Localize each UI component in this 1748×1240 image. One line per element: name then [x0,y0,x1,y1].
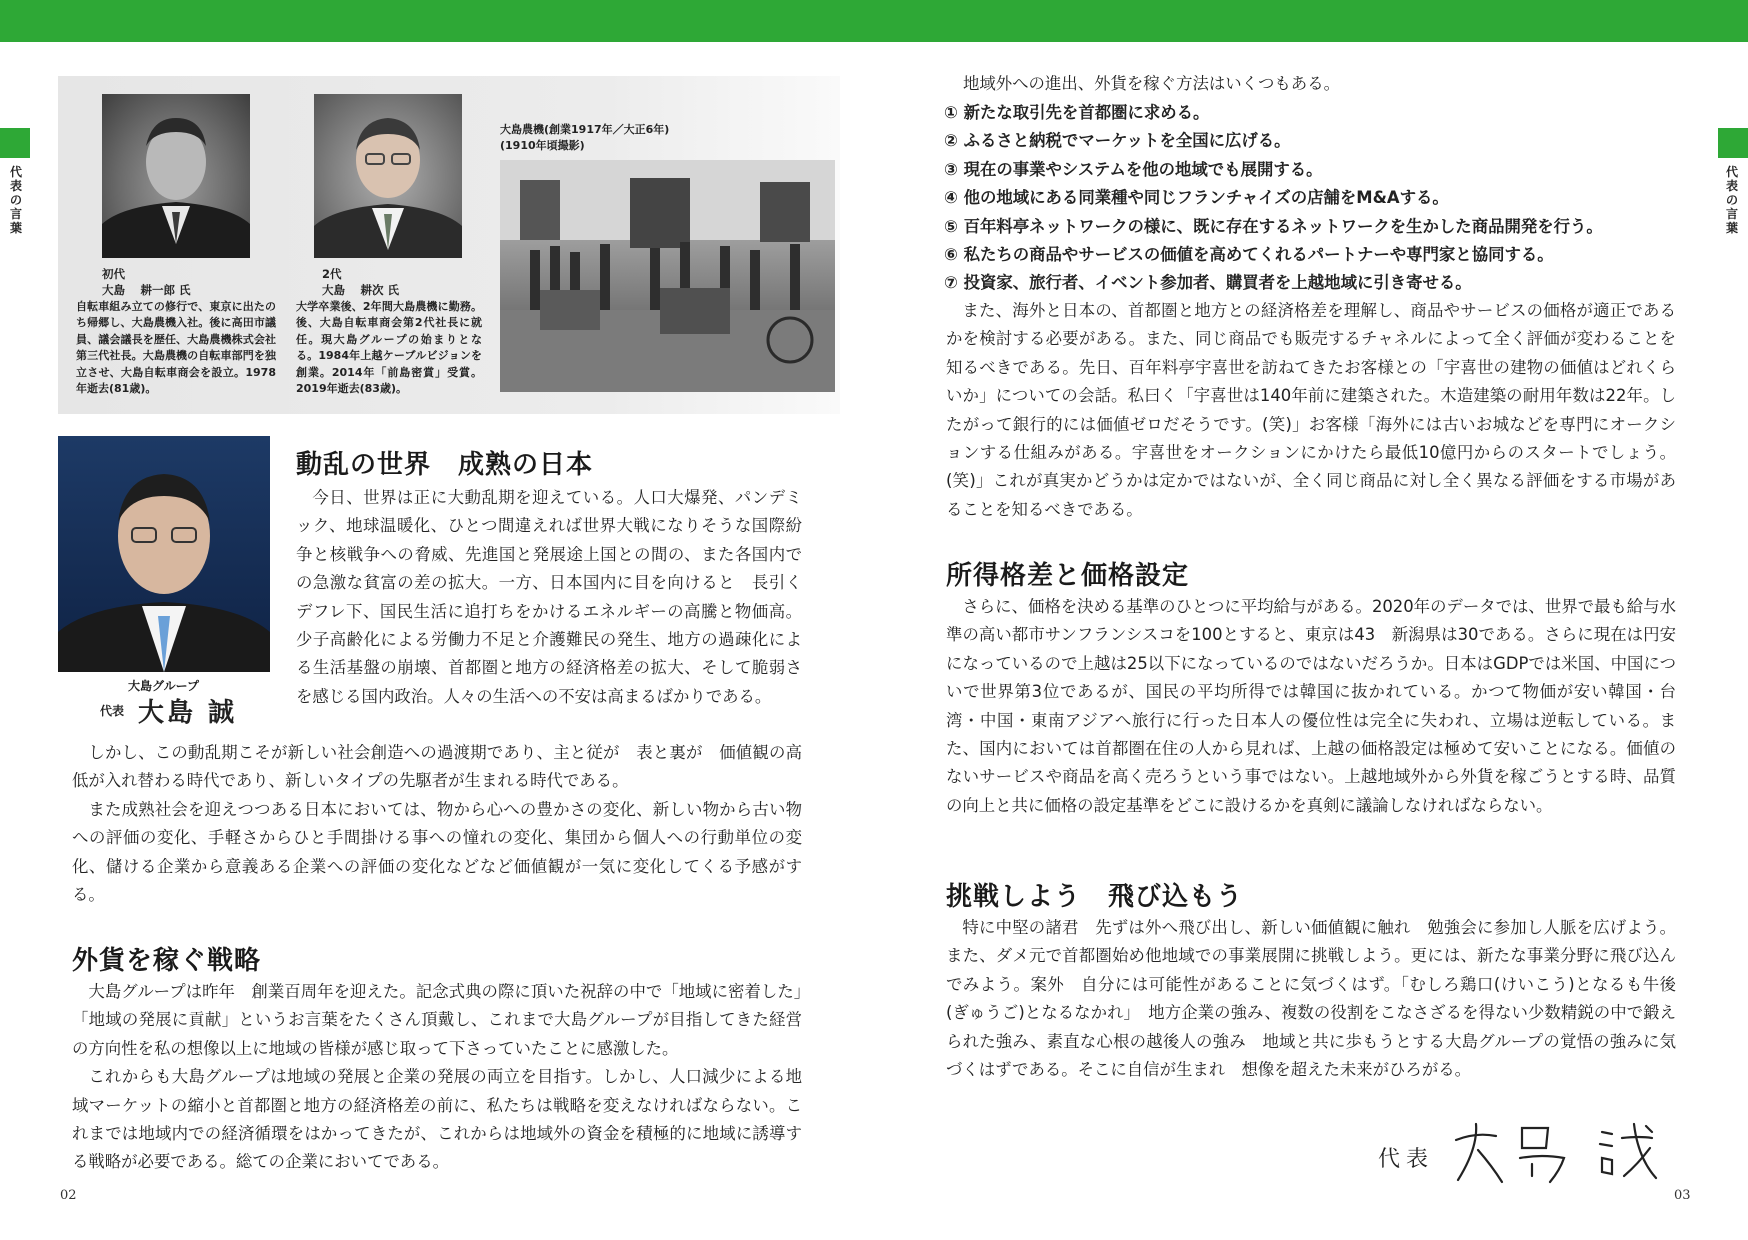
section-heading-challenge: 挑戦しよう 飛び込もう [946,882,1244,912]
representative-group: 大島グループ [128,679,200,693]
representative-portrait [58,436,270,672]
section1-paragraph1-text: 今日、世界は正に大動乱期を迎えている。人口大爆発、パンデミック、地球温暖化、ひとつ間違えれば世界大戦になりそうな国際紛争と核戦争への脅威、先進国と発展途上国との間の、また各国内での急激な貧富の差の拡大。一方、日本国内に目を向けると 長引くデフレ下、国民生活に追打ちをかけるエネルギーの高騰と物価高。少子高齢化による労働力不足と介護難民の発生、地方の過疎化による生活基盤の崩壊、首都圏と地方の経済格差の拡大、そして脆弱さを感じる国内政治。人々の生活への不安は高まるばかりである。 [296,488,802,706]
representative-name: 大島 誠 [138,698,238,728]
strategy-list [944,99,1603,298]
section1-paragraph2: しかし、この動乱期こそが新しい社会創造への過渡期であり、主と従が 表と裏が 価値観の高低が入れ替わる時代であり、新しいタイプの先駆者が生まれる時代である。 [72,743,802,791]
representative-title: 代表 [100,704,125,718]
page-number-left: 02 [60,1188,77,1203]
top-accent-bar [0,0,1748,42]
second-president-name: 大島 耕次 氏 [322,283,400,297]
list-item: ⑥ 私たちの商品やサービスの価値を高めてくれるパートナーや専門家と協同する。 [944,245,1554,265]
strategy-intro: 地域外への進出、外貨を稼ぐ方法はいくつもある。 [963,74,1340,93]
section2-paragraph2: これからも大島グループは地域の発展と企業の発展の両立を目指す。しかし、人口減少による地域マーケットの縮小と首都圏と地方の経済格差の前に、私たちは戦略を変えなければならない。これまでは地域内での経済循環をはかってきたが、これからは地域外の資金を積極的に地域に誘導する戦略が必要である。総ての企業においてである。 [72,1067,802,1172]
section1-paragraphs [72,739,802,909]
signature-title: 代表 [1378,1147,1435,1172]
factory-caption-line1: 大島農機(創業1917年／大正6年) [500,123,670,136]
second-president-portrait [314,94,462,258]
section-heading-foreign-currency: 外貨を稼ぐ戦略 [72,946,262,976]
founder-portrait [102,94,250,258]
strategy-paragraph [946,297,1676,524]
second-president-bio: 大学卒業後、2年間大島農機に勤務。後、大島自転車商会第2代社長に就任。現大島グループの始まりとなる。1984年上越ケーブルビジョンを創業。2014年「前島密賞」受賞。2019年逝去(83歳)。 [296,300,482,396]
handwritten-signature [1452,1118,1662,1188]
founder-role: 初代 [102,267,125,281]
section4-paragraph-text: 特に中堅の諸君 先ずは外へ飛び出し、新しい価値観に触れ 勉強会に参加し人脈を広げよう。また、ダメ元で首都圏始め他地域での事業展開に挑戦しよう。更には、新たな事業分野に飛び込んでみよう。案外 自分には可能性があることに気づくはず。「むしろ鶏口(けいこう)となるも牛後(ぎゅうご)となるなかれ」 地方企業の強み、複数の役割をこなさざるを得ない少数精鋭の中で鍛えられた強み、素直な心根の越後人の強み 地域と共に歩もうとする大島グループの覚悟の強みに気づくはずである。そこに自信が生まれ 想像を超えた未来がひろがる。 [946,918,1676,1080]
section1-paragraph3: また成熟社会を迎えつつある日本においては、物から心への豊かさの変化、新しい物から古い物への評価の変化、手軽さからひと手間掛ける事への憧れの変化、集団から個人への行動単位の変化、儲ける企業から意義ある企業への評価の変化などなど価値観が一気に変化してくる予感がする。 [72,799,802,905]
strategy-paragraph-text: また、海外と日本の、首都圏と地方との経済格差を理解し、商品やサービスの価格が適正であるかを検討する必要がある。また、同じ商品でも販売するチャネルによって全く評価が変わることを知るべきである。先日、百年料亭宇喜世を訪ねてきたお客様との「宇喜世の建物の価値はどれくらいか」についての会話。私曰く「宇喜世は140年前に建築された。木造建築の耐用年数は22年。したがって銀行的には価値ゼロだそうです。(笑)」お客様「海外には古いお城などを専門にオークションする仕組みがある。宇喜世をオークションにかけたら最低10億円からのスタートでしょう。(笑)」これが真実かどうかは定かではないが、全く同じ商品に対し全く異なる評価をする市場があることを知るべきである。 [946,301,1676,519]
section3-paragraph [946,593,1676,820]
list-item: ③ 現在の事業やシステムを他の地域でも展開する。 [944,159,1323,179]
right-side-tab [1718,128,1748,158]
page-number-right: 03 [1674,1188,1691,1203]
section-heading-income-gap: 所得格差と価格設定 [946,561,1190,591]
list-item: ⑦ 投資家、旅行者、イベント参加者、購買者を上越地域に引き寄せる。 [944,273,1472,293]
list-item: ① 新たな取引先を首都圏に求める。 [944,103,1210,122]
list-item: ④ 他の地域にある同業種や同じフランチャイズの店舗をM&Aする。 [944,188,1449,208]
founder-name: 大島 耕一郎 氏 [102,283,191,297]
left-side-tab [0,128,30,158]
section2-paragraphs [72,978,802,1177]
section4-paragraph [946,914,1676,1084]
founder-bio: 自転車組み立ての修行で、東京に出たのち帰郷し、大島農機入社。後に高田市議員、議会議長を歴任、大島農機株式会社 第三代社長。大島農機の自転車部門を独立させ、大島自転車商会を設立。1978年逝去(81歳)。 [76,300,276,396]
section-heading-turbulent-world: 動乱の世界 成熟の日本 [296,450,594,480]
section3-paragraph-text: さらに、価格を決める基準のひとつに平均給与がある。2020年のデータでは、世界で最も給与水準の高い都市サンフランシスコを100とすると、東京は43 新潟県は30である。さらに現在は円安になっているので上越は25以下になっているのではないだろうか。日本はGDPでは米国、中国についで世界第3位であるが、国民の平均所得では韓国に抜かれている。かつて物価が安い韓国・台湾・中国・東南アジアへ旅行に行った日本人の優位性は完全に失われ、立場は逆転している。また、国内においては首都圏在住の人から見れば、上越の価格設定は極めて安いことになる。価値のないサービスや商品を高く売ろうという事ではない。上越地域外から外貨を稼ごうとする時、品質の向上と共に価格の設定基準をどこに設けるかを真剣に議論しなければならない。 [946,597,1676,815]
list-item: ② ふるさと納税でマーケットを全国に広げる。 [944,131,1291,151]
left-side-label: 代表の言葉 [9,165,22,235]
section1-paragraph1 [296,484,802,711]
factory-caption-line2: (1910年頃撮影) [500,139,585,152]
second-president-role: 2代 [322,267,342,281]
right-side-label: 代表の言葉 [1725,165,1738,235]
list-item: ⑤ 百年料亭ネットワークの様に、既に存在するネットワークを生かした商品開発を行う。 [944,216,1603,236]
section2-paragraph1: 大島グループは昨年 創業百周年を迎えた。記念式典の際に頂いた祝辞の中で「地域に密着した」「地域の発展に貢献」というお言葉をたくさん頂戴し、これまで大島グループが目指してきた経営の方向性を私の想像以上に地域の皆様が感じ取って下さっていたことに感激した。 [72,982,802,1058]
factory-photo [500,160,835,392]
